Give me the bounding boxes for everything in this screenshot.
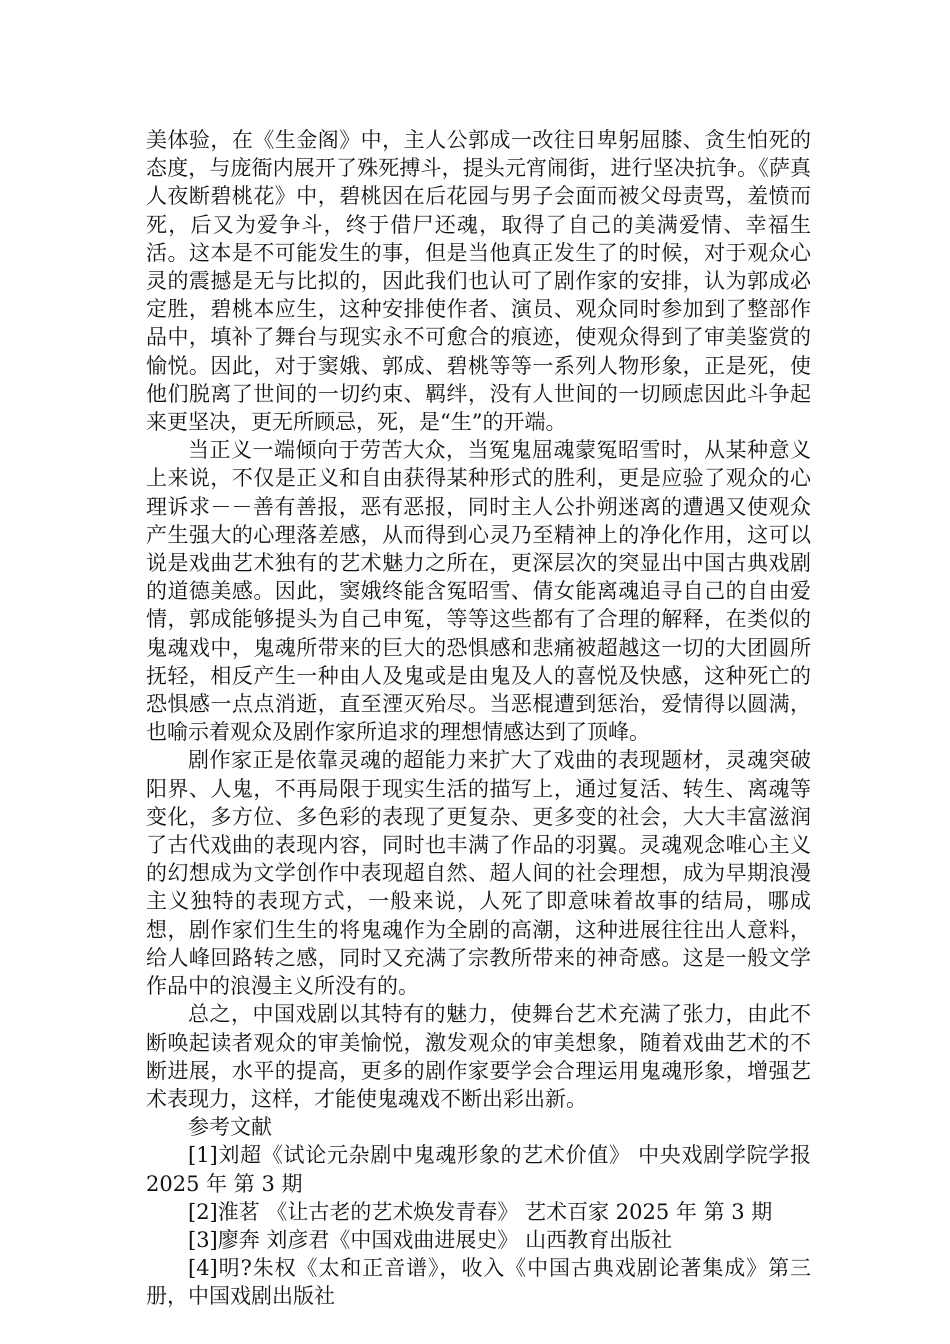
reference-item-1: [1]刘超《试论元杂剧中鬼魂形象的艺术价值》 中央戏剧学院学报 2025 年 第 3 期 — [146, 1143, 811, 1196]
references-heading: 参考文献 — [188, 1115, 272, 1140]
paragraph-4: 总之，中国戏剧以其特有的魅力，使舞台艺术充满了张力，由此不断唤起读者观众的审美愉悦，激发观众的审美想象，随着戏曲艺术的不断进展，水平的提高，更多的剧作家要学会合理运用鬼魂形象，增强艺术表现力，这样，才能使鬼魂戏不断出彩出新。 — [146, 1002, 811, 1111]
reference-item-4: [4]明?朱权《太和正音谱》，收入《中国古典戏剧论著集成》第三册，中国戏剧出版社 — [146, 1256, 811, 1309]
paragraph-2: 当正义一端倾向于劳苦大众，当冤鬼屈魂蒙冤昭雪时，从某种意义上来说，不仅是正义和自由获得某种形式的胜利，更是应验了观众的心理诉求－－善有善报，恶有恶报，同时主人公扑朔迷离的遭遇又使观众产生强大的心理落差感，从而得到心灵乃至精神上的净化作用，这可以说是戏曲艺术独有的艺术魅力之所在，更深层次的突显出中国古典戏剧的道德美感。因此，窦娥终能含冤昭雪、倩女能离魂追寻自己的自由爱情，郭成能够提头为自己申冤，等等这些都有了合理的解释，在类似的鬼魂戏中，鬼魂所带来的巨大的恐惧感和悲痛被超越这一切的大团圆所抚轻，相反产生一种由人及鬼或是由鬼及人的喜悦及快感，这种死亡的恐惧感一点点消逝，直至湮灭殆尽。当恶棍遭到惩治，爱情得以圆满，也喻示着观众及剧作家所追求的理想情感达到了顶峰。 — [146, 438, 811, 745]
paragraph-3: 剧作家正是依靠灵魂的超能力来扩大了戏曲的表现题材，灵魂突破阳界、人鬼，不再局限于现实生活的描写上，通过复活、转生、离魂等变化，多方位、多色彩的表现了更复杂、更多变的社会，大大丰富滋润了古代戏曲的表现内容，同时也丰满了作品的羽翼。灵魂观念唯心主义的幻想成为文学创作中表现超自然、超人间的社会理想，成为早期浪漫主义独特的表现方式，一般来说，人死了即意味着故事的结局，哪成想，剧作家们生生的将鬼魂作为全剧的高潮，这种进展往往出人意料，给人峰回路转之感，同时又充满了宗教所带来的神奇感。这是一般文学作品中的浪漫主义所没有的。 — [146, 748, 811, 999]
reference-item-3: [3]廖奔 刘彦君《中国戏曲进展史》 山西教育出版社 — [188, 1227, 673, 1252]
references-section — [146, 1113, 811, 1310]
document-page — [146, 126, 811, 1311]
reference-item-2: [2]淮茗 《让古老的艺术焕发青春》 艺术百家 2025 年 第 3 期 — [188, 1199, 773, 1224]
paragraph-1: 美体验，在《生金阁》中，主人公郭成一改往日卑躬屈膝、贪生怕死的态度，与庞衙内展开了殊死搏斗，提头元宵闹街，进行坚决抗争。《萨真人夜断碧桃花》中，碧桃因在后花园与男子会面而被父母责骂，羞愤而死，后又为爱争斗，终于借尸还魂，取得了自己的美满爱情、幸福生活。这本是不可能发生的事，但是当他真正发生了的时候，对于观众心灵的震撼是无与比拟的，因此我们也认可了剧作家的安排，认为郭成必定胜，碧桃本应生，这种安排使作者、演员、观众同时参加到了整部作品中，填补了舞台与现实永不可愈合的痕迹，使观众得到了审美鉴赏的愉悦。因此，对于窦娥、郭成、碧桃等等一系列人物形象，正是死，使他们脱离了世间的一切约束、羁绊，没有人世间的一切顾虑因此斗争起来更坚决，更无所顾忌，死，是“生”的开端。 — [146, 128, 811, 435]
